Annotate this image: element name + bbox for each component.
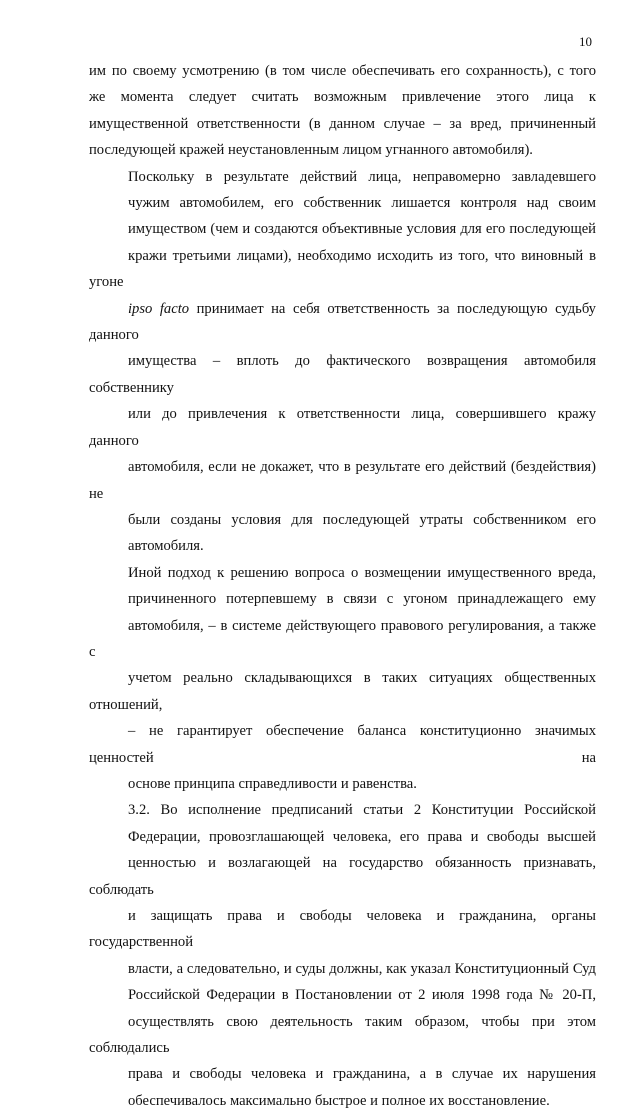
text-line: или до привлечения к ответственности лица, совершившего кражу данного [89,406,596,449]
text-line: осуществлять свою деятельность таким образом, чтобы при этом соблюдались [89,1013,596,1057]
text-line: основе принципа справедливости и равенства. [128,775,417,792]
text-line: и защищать права и свободы человека и гражданина, органы государственной [89,908,596,951]
text-line: автомобиля. [128,538,204,555]
text-line: Поскольку в результате действий лица, неправомерно завладевшего [128,168,596,185]
text-line: – не гарантирует обеспечение баланса конституционно значимых ценностей на [89,723,596,766]
text-line: автомобиля, если не докажет, что в результате его действий (бездействия) не [89,459,596,502]
text-line: же момента следует считать возможным привлечение этого лица к [89,89,596,106]
text-line: чужим автомобилем, его собственник лишается контроля над своим [128,195,596,212]
text-line: ценностью и возлагающей на государство обязанность признавать, соблюдать [89,855,596,898]
paragraph [89,58,596,164]
text-line: власти, а следовательно, и суды должны, как указал Конституционный Суд [128,960,596,977]
text-line: имущественной ответственности (в данном случае – за вред, причиненный [89,115,596,132]
text-line: Иной подход к решению вопроса о возмещении имущественного вреда, [128,564,596,581]
text-line: последующей кражей неустановленным лицом угнанного автомобиля). [89,142,533,159]
text-line: имуществом (чем и создаются объективные условия для его последующей [128,221,596,238]
text-line: 3.2. Во исполнение предписаний статьи 2 Конституции Российской [128,802,596,819]
text-line: кражи третьими лицами), необходимо исходить из того, что виновный в угоне [89,247,596,291]
text-line: обеспечивалось максимально быстрое и полное их восстановление. [128,1092,550,1109]
latin-term: ipso facto [128,300,190,317]
text-line: были созданы условия для последующей утраты собственником его [128,511,596,528]
page-number: 10 [579,34,592,49]
text-line: Российской Федерации в Постановлении от 2 июля 1998 года № 20-П, [128,987,596,1004]
paragraph [89,797,596,1114]
text-line: им по своему усмотрению (в том числе обеспечивать его сохранность), с того [89,63,596,79]
text-line: ipso facto принимает на себя ответственность за последующую судьбу данного [89,300,596,344]
paragraph [89,560,596,798]
text-line: учетом реально складывающихся в таких ситуациях общественных отношений, [89,670,596,713]
text-line: причиненного потерпевшему в связи с угоном принадлежащего ему [128,591,596,608]
paragraph [89,164,596,560]
text-line: права и свободы человека и гражданина, а в случае их нарушения [128,1066,596,1083]
text-line: Федерации, провозглашающей человека, его права и свободы высшей [128,828,596,845]
document-body [89,58,596,1114]
text-line: автомобиля, – в системе действующего правового регулирования, а также с [89,617,596,660]
text-line: имущества – вплоть до фактического возвращения автомобиля собственнику [89,353,596,396]
